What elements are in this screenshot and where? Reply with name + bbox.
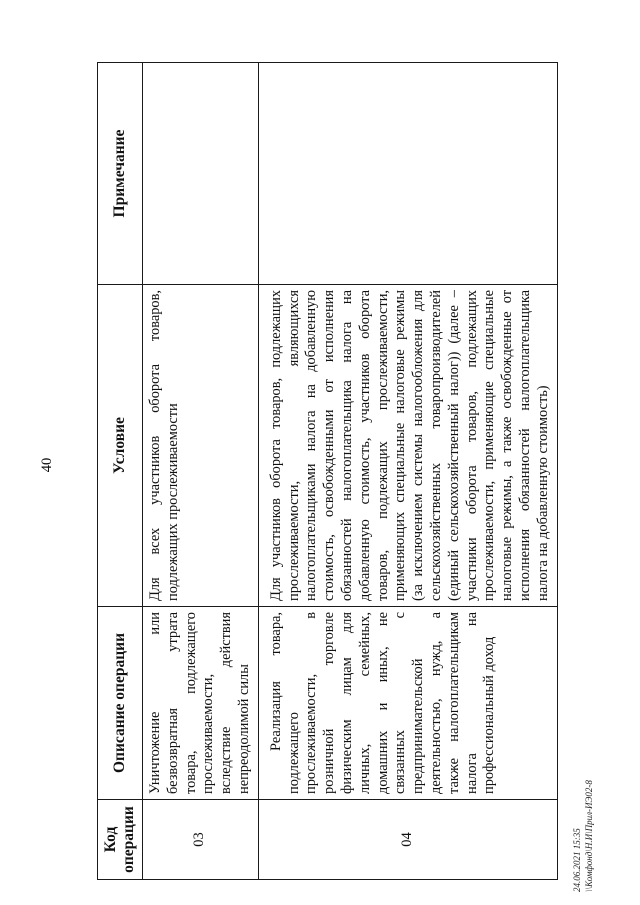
text-line: домашних и иных, не: [374, 612, 391, 794]
operation-code-cell: 03: [143, 800, 259, 880]
text-line: прослеживаемости, применяющие специальные: [481, 290, 498, 601]
header-operation-code: Код операции: [98, 800, 143, 880]
text-line: физическим лицам для: [338, 612, 355, 794]
text-line: Реализация товара,: [267, 612, 284, 751]
note-cell: [143, 63, 259, 285]
page-number: 40: [39, 457, 55, 473]
text-line: налогоплательщиками налога на добавленную: [303, 290, 320, 601]
table-row: [143, 63, 259, 880]
text-line: прослеживаемости, в: [303, 612, 320, 794]
text-line: обязанностей налогоплательщика налога на: [338, 290, 355, 601]
text-line: налоговые режимы, а также освобожденные от: [499, 290, 516, 601]
text-line: участники оборота товаров, подлежащих: [463, 290, 480, 601]
text-line: безвозвратная утрата: [164, 612, 181, 794]
text-line: розничной торговле: [321, 612, 338, 794]
text-line: исполнения обязанностей налогоплательщика: [516, 290, 533, 601]
text-line: прослеживаемости, являющихся: [285, 290, 302, 601]
text-line: товаров, подлежащих прослеживаемости,: [374, 290, 391, 601]
text-line: прослеживаемости,: [200, 673, 217, 794]
table-row: [258, 63, 557, 880]
text-line: профессиональный доход: [481, 636, 498, 794]
text-line: личных, семейных,: [356, 612, 373, 794]
text-line: Уничтожение или: [147, 612, 163, 794]
header-operation-description: Описание операции: [98, 607, 143, 800]
text-line: предпринимательской: [410, 658, 427, 794]
operation-code-cell: 04: [258, 800, 557, 880]
condition-cell: [258, 285, 557, 607]
text-line: также налогоплательщикам: [445, 612, 462, 794]
header-note: Примечание: [98, 63, 143, 285]
text-line: (единый сельскохозяйственный налог)) (далее –: [445, 290, 462, 601]
text-line: применяющих специальные налоговые режимы: [392, 290, 409, 601]
text-line: подлежащих прослеживаемости: [164, 403, 181, 601]
text-line: связанных с: [392, 612, 409, 794]
text-line: Для участников оборота товаров, подлежащих: [267, 290, 284, 601]
text-line: непреодолимой силы: [235, 664, 252, 794]
note-cell: [258, 63, 557, 285]
text-line: товара, подлежащего: [182, 612, 199, 794]
text-line: налога на: [463, 612, 480, 794]
text-line: (за исключением системы налогообложения для: [410, 290, 427, 601]
operation-description-cell: [258, 607, 557, 800]
header-condition: Условие: [98, 285, 143, 607]
footer-timestamp: 24.06.2021 15:35: [572, 828, 582, 892]
footer-file-path: \\Комфонд\Н.И\Прил-ИЭ02-8: [584, 780, 594, 892]
operation-description-cell: [143, 607, 259, 800]
text-line: налога на добавленную стоимость): [534, 385, 551, 601]
text-line: добавленную стоимость, участников оборота: [356, 290, 373, 601]
text-line: вследствие действия: [218, 612, 235, 794]
table-header-row: [98, 63, 143, 880]
operations-table: [97, 62, 558, 880]
text-line: стоимость, освобожденными от исполнения: [321, 290, 338, 601]
condition-cell: [143, 285, 259, 607]
text-line: подлежащего: [285, 712, 302, 794]
text-line: Для всех участников оборота товаров,: [147, 290, 163, 601]
text-line: деятельностью, нужд, а: [427, 612, 444, 794]
text-line: сельскохозяйственных товаропроизводителей: [427, 290, 444, 601]
print-footer: [571, 780, 595, 892]
